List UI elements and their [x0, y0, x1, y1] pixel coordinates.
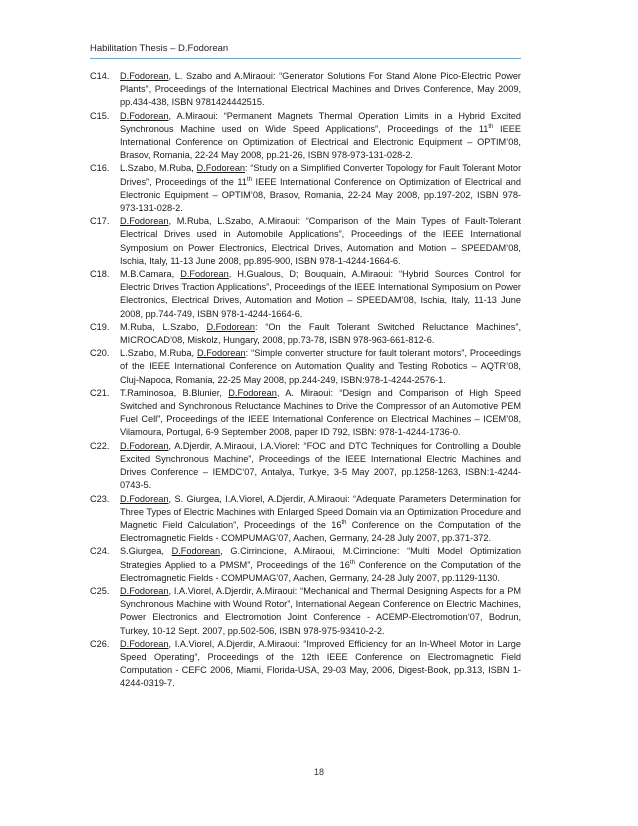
reference-author: D.Fodorean	[197, 348, 246, 359]
reference-body: , A. Miraoui: “Design and Comparison of High Speed Switched and Synchronous Reluctance Machines to Drive the Compressor of an Automotive PEM Fuel Cell”, Proceedings of the IEEE International Conference on Electrical Machines – ICEM’08, Vilamoura, Portugal, 6-9 September 2008, paper ID 792, ISBN: 978-1-4244-1736-0.	[120, 387, 521, 438]
reference-number: C21.	[90, 387, 110, 398]
reference-number: C25.	[90, 585, 110, 596]
reference-item-c17	[90, 215, 521, 268]
reference-author: D.Fodorean	[180, 269, 229, 280]
reference-body-continued: Conference on the Computation of the Electromagnetic Fields - COMPUMAG’07, Aachen, Germany, 24-28 July 2007, pp.371-372.	[120, 519, 521, 544]
reference-text	[120, 70, 521, 110]
reference-text	[120, 110, 521, 163]
reference-item-c20	[90, 347, 521, 387]
reference-text	[120, 268, 521, 321]
reference-number: C22.	[90, 440, 110, 451]
reference-text	[120, 638, 521, 691]
reference-number: C24.	[90, 546, 110, 557]
reference-text	[120, 440, 521, 493]
reference-text	[120, 162, 521, 215]
reference-number: C23.	[90, 493, 110, 504]
reference-body: , A.Miraoui: “Permanent Magnets Thermal Operation Limits in a Hybrid Excited Synchronous Machine used on Wide Speed Applications”, Proceedings of the 11	[120, 110, 521, 134]
reference-author: D.Fodorean	[120, 71, 169, 81]
ordinal-superscript: th	[246, 176, 252, 183]
reference-item-c14	[90, 70, 521, 110]
reference-body-continued: IEEE International Conference on Optimization of Electrical and Electronic Equipment – OPTIM’08, Brasov, Romania, 22-24 May 2008, pp.197-202, ISBN 978-973-131-028-2.	[120, 176, 521, 214]
ordinal-superscript: th	[488, 123, 494, 130]
reference-author: D.Fodorean	[228, 387, 277, 398]
reference-body: , I.A.Viorel, A.Djerdir, A.Miraoui: “Improved Efficiency for an In-Wheel Motor in Large Speed Operating”, Proceedings of the 12th IEEE Conference on Electromagnetic Field Computation - CEFC 2006, Miami, Florida-USA, 29-03 May, 2006, Digest-Book, pp.313, ISBN 1-4244-0319-7.	[120, 638, 521, 689]
reference-author: D.Fodorean	[120, 110, 169, 121]
ordinal-superscript: th	[349, 559, 355, 566]
reference-item-c24	[90, 545, 521, 585]
reference-number: C20.	[90, 348, 110, 359]
reference-coauthors: M.Ruba, L.Szabo,	[120, 321, 207, 332]
reference-number: C16.	[90, 163, 110, 174]
reference-body: , A.Djerdir, A.Miraoui, I.A.Viorel: “FOC and DTC Techniques for Controlling a Double Excited Synchronous Machine”, Proceedings of the IEEE International Electric Machines and Drives Conference – IEMDC’07, Antalya, Turkye, 3-5 May 2007, pp.1258-1263, ISBN:1-4244-0743-5.	[120, 440, 521, 491]
reference-author: D.Fodorean	[206, 321, 256, 332]
reference-coauthors: T.Raminosoa, B.Blunier,	[120, 387, 229, 398]
reference-body: : “Study on a Simplified Converter Topology for Fault Tolerant Motor Drives”, Proceedings of the 11	[120, 163, 522, 187]
reference-author: D.Fodorean	[171, 546, 221, 557]
reference-text	[120, 585, 521, 638]
reference-author: D.Fodorean	[120, 440, 169, 451]
reference-number: C14.	[90, 71, 110, 81]
reference-number: C18.	[90, 269, 110, 280]
reference-body-continued: IEEE International Conference on Optimization of Electrical and Electronic Equipment – OPTIM’08, Brasov, Romania, 22-24 May 2008, pp.21-26, ISBN 978-973-131-028-2.	[120, 123, 521, 161]
reference-body: , S. Giurgea, I.A.Viorel, A.Djerdir, A.Miraoui: “Adequate Parameters Determination for Three Types of Electric Machines with Enlarged Speed Domain via an Optimization Procedure and Magnetic Field Calculation”, Proceedings of the 16	[120, 493, 521, 530]
running-header: Habilitation Thesis – D.Fodorean	[90, 43, 229, 54]
reference-body: , G.Cirrincione, A.Miraoui, M.Cirrincione: “Multi Model Optimization Strategies Applied to a PMSM”, Proceedings of the 16	[120, 546, 521, 570]
reference-text	[120, 493, 521, 546]
reference-author: D.Fodorean	[120, 638, 169, 649]
reference-number: C19.	[90, 321, 110, 332]
reference-item-c21	[90, 387, 521, 440]
reference-author: D.Fodorean	[120, 585, 169, 596]
reference-coauthors: L.Szabo, M.Ruba,	[120, 348, 198, 359]
reference-author: D.Fodorean	[120, 216, 169, 227]
reference-coauthors: S.Giurgea,	[120, 546, 172, 557]
reference-item-c25	[90, 585, 521, 638]
reference-item-c16	[90, 162, 521, 215]
reference-item-c22	[90, 440, 521, 493]
reference-text	[120, 321, 521, 347]
reference-body: , L. Szabo and A.Miraoui: “Generator Solutions For Stand Alone Pico-Electric Power Plants”, Proceedings of the International Electrical Machines and Drives Conference, May 2009, pp.434-438, ISBN 9781424442515.	[120, 71, 521, 108]
reference-number: C17.	[90, 216, 110, 227]
reference-text	[120, 347, 521, 387]
reference-text	[120, 387, 521, 440]
reference-body: : “On the Fault Tolerant Switched Reluctance Machines”, MICROCAD’08, Miskolz, Hungary, 2008, pp.73-78, ISBN 978-963-661-812-6.	[120, 321, 521, 346]
reference-author: D.Fodorean	[120, 493, 169, 504]
reference-item-c19	[90, 321, 521, 347]
header-rule	[90, 58, 521, 59]
reference-body: , H.Gualous, D; Bouquain, A.Miraoui: “Hybrid Sources Control for Electric Drives Traction Applications”, Proceedings of the IEEE International Symposium on Power Electronics, Electrical Drives, Automation and Motion – SPEEDAM’08, Ischia, Italy, 11-13 June 2008, pp.744-749, ISBN 978-1-4244-1664-6.	[120, 269, 521, 319]
reference-item-c23	[90, 493, 521, 546]
reference-text	[120, 215, 521, 268]
reference-text	[120, 545, 521, 585]
reference-coauthors: M.B.Camara,	[120, 269, 181, 280]
reference-body: , I.A.Viorel, A.Djerdir, A.Miraoui: “Mechanical and Thermal Designing Aspects for a PM Synchronous Machine with Wound Rotor”, International Aegean Conference on Electric Machines, Power Electronics and Electromotion Joint Conference - ACEMP-Electromotion’07, Bodrun, Turkey, 10-12 Sept. 2007, pp.502-506, ISBN 978-975-93410-2-2.	[120, 585, 521, 636]
reference-item-c15	[90, 110, 521, 163]
page-number: 18	[313, 767, 324, 777]
reference-body: : “Simple converter structure for fault tolerant motors”, Proceedings of the IEEE International Conference on Automation Quality and Testing Robotics – AQTR’08, Cluj-Napoca, Romania, 22-25 May 2008, pp.244-249, ISBN:978-1-4244-2576-1.	[120, 348, 522, 385]
reference-author: D.Fodorean	[196, 163, 246, 174]
reference-item-c26	[90, 638, 521, 691]
reference-coauthors: L.Szabo, M.Ruba,	[120, 163, 197, 174]
ordinal-superscript: th	[341, 519, 347, 526]
reference-item-c18	[90, 268, 521, 321]
reference-number: C26.	[90, 638, 110, 649]
reference-body: , M.Ruba, L.Szabo, A.Miraoui: “Comparison of the Main Types of Fault-Tolerant Electrical Drives used in Automobile Applications”, Proceedings of the IEEE International Symposium on Power Electronics, Electrical Drives, Automation and Motion – SPEEDAM’08, Ischia, Italy, 11-13 June 2008, pp.895-900, ISBN 978-1-4244-1664-6.	[120, 216, 521, 266]
reference-number: C15.	[90, 110, 110, 121]
reference-body-continued: Conference on the Computation of the Electromagnetic Fields - COMPUMAG’07, Aachen, Germany, 24-28 July 2007, pp.1129-1130.	[120, 559, 521, 583]
reference-list	[90, 70, 521, 691]
